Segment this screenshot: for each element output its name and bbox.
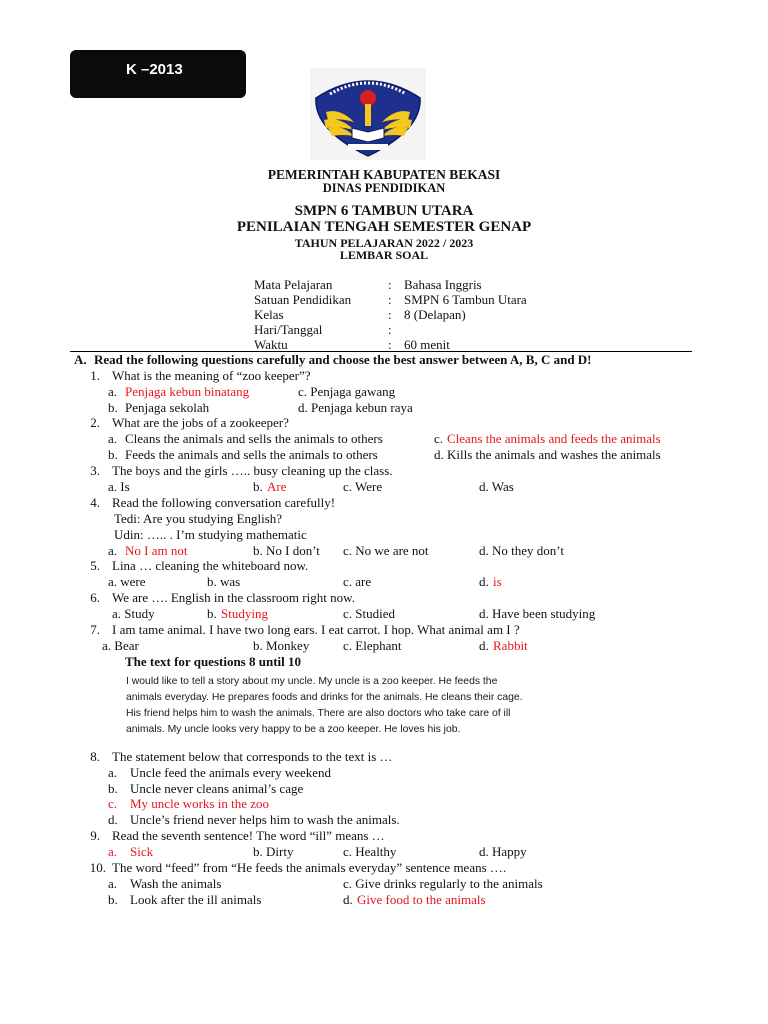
- question-number: 10.: [89, 860, 106, 875]
- option-b-answer: Studying: [221, 606, 268, 621]
- option-b: b. Dirty: [253, 844, 294, 859]
- info-label: Satuan Pendidikan: [254, 292, 352, 307]
- option-d: d. Have been studying: [479, 606, 596, 621]
- option-d: Uncle’s friend never helps him to wash the animals.: [130, 812, 400, 827]
- header-government: PEMERINTAH KABUPATEN BEKASI: [267, 167, 501, 182]
- question-number: 3.: [90, 463, 100, 478]
- option-label: c.: [434, 431, 444, 446]
- info-label: Waktu: [254, 337, 288, 352]
- option-c: c. No we are not: [343, 543, 429, 558]
- header-department: DINAS PENDIDIKAN: [322, 181, 446, 195]
- option-d: d. Was: [479, 479, 514, 494]
- option-label: c.: [108, 796, 118, 811]
- option-label: a.: [108, 384, 118, 399]
- question-text: I am tame animal. I have two long ears. I eat carrot. I hop. What animal am I ?: [112, 622, 520, 637]
- option-d-answer: Rabbit: [493, 638, 528, 653]
- question-text: Read the following conversation carefully!: [112, 495, 336, 510]
- option-c: c. are: [343, 574, 372, 589]
- question-text: The boys and the girls ….. busy cleaning up the class.: [112, 463, 393, 478]
- option-d-answer: Give food to the animals: [357, 892, 486, 907]
- option-label: b.: [108, 400, 118, 415]
- info-colon: :: [388, 322, 392, 337]
- option-b: Look after the ill animals: [130, 892, 262, 907]
- question-number: 4.: [90, 495, 100, 510]
- option-d: d. No they don’t: [479, 543, 564, 558]
- option-label: d.: [108, 812, 118, 827]
- question-number: 7.: [90, 622, 100, 637]
- question-number: 2.: [90, 415, 100, 430]
- passage-line: His friend helps him to wash the animals. There are also doctors who take care of ill: [126, 708, 511, 719]
- header-year: TAHUN PELAJARAN 2022 / 2023: [294, 236, 474, 250]
- option-c: c. Give drinks regularly to the animals: [343, 876, 543, 891]
- option-d: d. Happy: [479, 844, 527, 859]
- info-label: Kelas: [254, 307, 284, 322]
- question-number: 5.: [90, 558, 100, 573]
- question-text: What are the jobs of a zookeeper?: [112, 415, 289, 430]
- option-label: a.: [108, 431, 118, 446]
- question-number: 6.: [90, 590, 100, 605]
- question-number: 1.: [90, 368, 100, 383]
- option-label: a.: [108, 765, 118, 780]
- option-c: c. Were: [343, 479, 383, 494]
- option-label: b.: [253, 479, 263, 494]
- option-c: c. Elephant: [343, 638, 402, 653]
- option-b: Uncle never cleans animal’s cage: [130, 781, 304, 796]
- option-c: c. Studied: [343, 606, 395, 621]
- info-colon: :: [388, 292, 392, 307]
- option-label: a.: [108, 876, 118, 891]
- info-colon: :: [388, 337, 392, 352]
- question-text: We are …. English in the classroom right now.: [112, 590, 355, 605]
- option-c-answer: My uncle works in the zoo: [130, 796, 270, 811]
- option-a-answer: No I am not: [125, 543, 188, 558]
- info-colon: :: [388, 307, 392, 322]
- option-c: c. Healthy: [343, 844, 397, 859]
- question-text: What is the meaning of “zoo keeper”?: [112, 368, 311, 383]
- option-b: b. No I don’t: [253, 543, 320, 558]
- passage-title: The text for questions 8 until 10: [125, 654, 301, 669]
- section-instruction: Read the following questions carefully and choose the best answer between A, B, C and D!: [94, 352, 592, 367]
- option-a: a. were: [108, 574, 146, 589]
- option-label: b.: [108, 892, 118, 907]
- reading-passage: [126, 674, 586, 738]
- option-b-answer: Are: [267, 479, 287, 494]
- curriculum-badge-label: K –2013: [126, 61, 183, 78]
- curriculum-badge: [70, 50, 246, 98]
- option-label: d.: [479, 638, 489, 653]
- info-label: Mata Pelajaran: [254, 277, 333, 292]
- passage-line: animals. My uncle looks very happy to be a zoo keeper. He loves his job.: [126, 724, 461, 735]
- option-a-answer: Sick: [130, 844, 154, 859]
- question-text: Read the seventh sentence! The word “ill” means …: [112, 828, 385, 843]
- option-b: Feeds the animals and sells the animals to others: [125, 447, 378, 462]
- header-sheet: LEMBAR SOAL: [339, 248, 429, 262]
- option-label: d.: [479, 574, 489, 589]
- header-exam: PENILAIAN TENGAH SEMESTER GENAP: [236, 219, 532, 235]
- question-text: The word “feed” from “He feeds the animals everyday” sentence means ….: [112, 860, 507, 875]
- option-b: Penjaga sekolah: [125, 400, 210, 415]
- passage-line: I would like to tell a story about my uncle. My uncle is a zoo keeper. He feeds the: [126, 676, 498, 687]
- option-a: Uncle feed the animals every weekend: [130, 765, 332, 780]
- passage-line: animals everyday. He prepares foods and drinks for the animals. He cleans their cage.: [126, 692, 523, 703]
- option-a: a. Study: [112, 606, 155, 621]
- option-label: b.: [108, 447, 118, 462]
- option-label: a.: [108, 844, 118, 859]
- school-emblem-icon: [310, 68, 426, 160]
- header-school: SMPN 6 TAMBUN UTARA: [294, 203, 474, 219]
- option-label: a.: [108, 543, 118, 558]
- section-letter: A.: [74, 352, 87, 367]
- question-text: Lina … cleaning the whiteboard now.: [112, 558, 309, 573]
- question-number: 8.: [90, 749, 100, 764]
- conversation-line: Tedi: Are you studying English?: [114, 511, 283, 526]
- option-a: Cleans the animals and sells the animals to others: [125, 431, 383, 446]
- option-a: Wash the animals: [130, 876, 222, 891]
- option-b: b. Monkey: [253, 638, 310, 653]
- option-label: d.: [343, 892, 353, 907]
- question-text: The statement below that corresponds to the text is …: [112, 749, 393, 764]
- option-a: a. Is: [108, 479, 130, 494]
- option-b: b. was: [207, 574, 241, 589]
- conversation-line: Udin: ….. . I’m studying mathematic: [114, 527, 307, 542]
- option-d: d. Penjaga kebun raya: [298, 400, 413, 415]
- option-c-answer: Cleans the animals and feeds the animals: [447, 431, 661, 446]
- option-label: b.: [108, 781, 118, 796]
- option-d: d. Kills the animals and washes the animals: [434, 447, 661, 462]
- option-c: c. Penjaga gawang: [298, 384, 396, 399]
- question-number: 9.: [90, 828, 100, 843]
- info-value: Bahasa Inggris: [404, 277, 482, 292]
- option-label: b.: [207, 606, 217, 621]
- info-label: Hari/Tanggal: [254, 322, 323, 337]
- option-a-answer: Penjaga kebun binatang: [125, 384, 250, 399]
- option-d-answer: is: [493, 574, 502, 589]
- info-value: SMPN 6 Tambun Utara: [404, 292, 527, 307]
- info-value: 8 (Delapan): [404, 307, 466, 322]
- option-a: a. Bear: [102, 638, 139, 653]
- info-value: 60 menit: [404, 337, 450, 352]
- info-colon: :: [388, 277, 392, 292]
